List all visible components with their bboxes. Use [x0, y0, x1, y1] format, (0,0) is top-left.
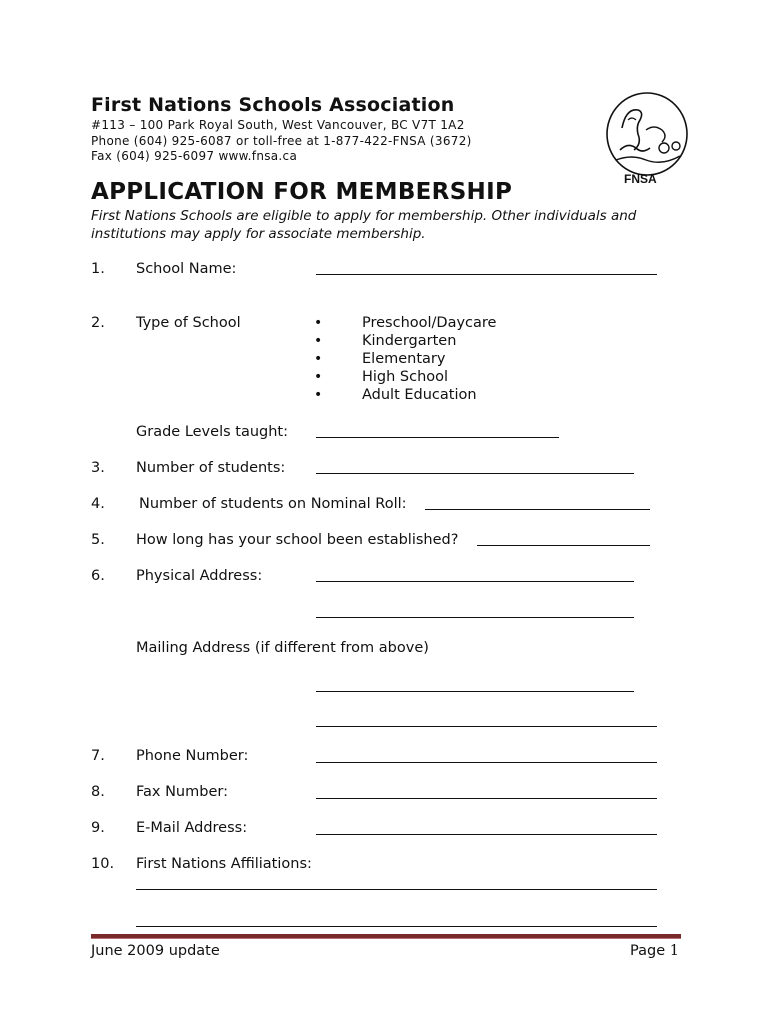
q9-number: 9. — [91, 820, 105, 836]
q5-number: 5. — [91, 532, 105, 548]
q4-label: Number of students on Nominal Roll: — [139, 496, 407, 512]
intro-line-2: institutions may apply for associate membership. — [91, 226, 426, 242]
mailing-address-label: Mailing Address (if different from above) — [136, 640, 429, 656]
fax-line: Fax (604) 925-6097 www.fnsa.ca — [91, 149, 298, 163]
grade-levels-label: Grade Levels taught: — [136, 424, 288, 440]
affiliations-field-2[interactable] — [136, 926, 657, 927]
form-title: APPLICATION FOR MEMBERSHIP — [91, 179, 513, 205]
q4-number: 4. — [91, 496, 105, 512]
number-of-students-field[interactable] — [316, 473, 634, 474]
option-preschool[interactable]: Preschool/Daycare — [362, 315, 497, 331]
bullet-icon: • — [314, 369, 323, 385]
bullet-icon: • — [314, 333, 323, 349]
logo-text: FNSA — [624, 172, 657, 186]
q1-label: School Name: — [136, 261, 237, 277]
q6-label: Physical Address: — [136, 568, 263, 584]
physical-address-field-2[interactable] — [316, 617, 634, 618]
mailing-address-field-2[interactable] — [316, 726, 657, 727]
q2-number: 2. — [91, 315, 105, 331]
q7-label: Phone Number: — [136, 748, 249, 764]
email-address-field[interactable] — [316, 834, 657, 835]
q7-number: 7. — [91, 748, 105, 764]
page-label: Page — [630, 943, 670, 959]
address-line: #113 – 100 Park Royal South, West Vancouver, BC V7T 1A2 — [91, 118, 465, 132]
phone-number-field[interactable] — [316, 762, 657, 763]
footer-date: June 2009 update — [91, 943, 220, 959]
q10-label: First Nations Affiliations: — [136, 856, 312, 872]
q8-number: 8. — [91, 784, 105, 800]
phone-line: Phone (604) 925-6087 or toll-free at 1-877-422-FNSA (3672) — [91, 134, 472, 148]
option-kindergarten[interactable]: Kindergarten — [362, 333, 457, 349]
nominal-roll-field[interactable] — [425, 509, 650, 510]
intro-line-1: First Nations Schools are eligible to apply for membership. Other individuals and — [91, 208, 637, 224]
q9-label: E-Mail Address: — [136, 820, 248, 836]
page-number — [630, 943, 679, 959]
option-adult-education[interactable]: Adult Education — [362, 387, 477, 403]
physical-address-field-1[interactable] — [316, 581, 634, 582]
fax-number-field[interactable] — [316, 798, 657, 799]
q5-label: How long has your school been established? — [136, 532, 459, 548]
established-field[interactable] — [477, 545, 650, 546]
q8-label: Fax Number: — [136, 784, 228, 800]
q2-label: Type of School — [136, 315, 241, 331]
grade-levels-field[interactable] — [316, 437, 559, 438]
org-name: First Nations Schools Association — [91, 94, 455, 116]
q1-number: 1. — [91, 261, 105, 277]
q6-number: 6. — [91, 568, 105, 584]
q3-number: 3. — [91, 460, 105, 476]
q10-number: 10. — [91, 856, 115, 872]
bullet-icon: • — [314, 315, 323, 331]
mailing-address-field-1[interactable] — [316, 691, 634, 692]
affiliations-field-1[interactable] — [136, 889, 657, 890]
bullet-icon: • — [314, 351, 323, 367]
footer-rule — [91, 934, 681, 939]
bullet-icon: • — [314, 387, 323, 403]
page-number-value: 1 — [669, 943, 679, 959]
option-elementary[interactable]: Elementary — [362, 351, 446, 367]
school-name-field[interactable] — [316, 274, 657, 275]
option-high-school[interactable]: High School — [362, 369, 449, 385]
fnsa-logo — [602, 90, 692, 190]
q3-label: Number of students: — [136, 460, 286, 476]
